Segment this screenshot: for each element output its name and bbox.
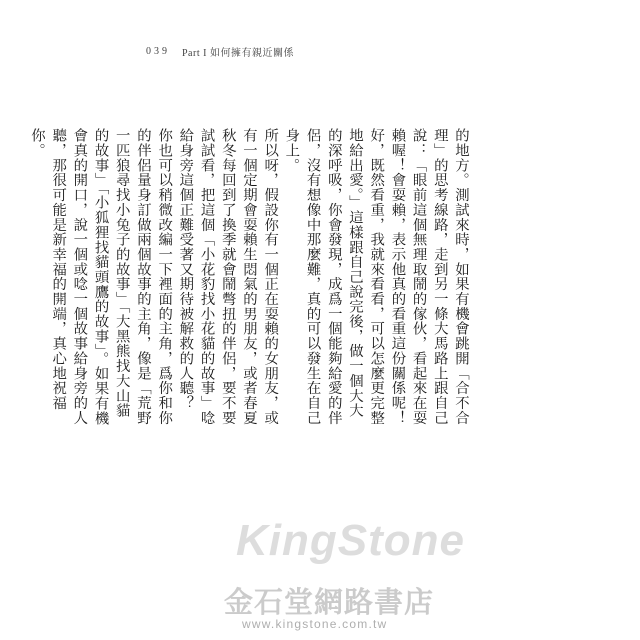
body-text [26, 128, 471, 428]
paragraph: 的地方。測試來時，如果有機會跳開「合不合理」的思考線路，走到另一條大馬路上跟自己說：「眼前這個無理取鬧的傢伙，看起來在耍賴喔！會耍賴，表示他真的看重這份關係呢！好，既然看重，我就來看看，可以怎麼更完整地給出愛。」這樣跟自己說完後，做一個大大的深呼吸，你會發現，成爲一個能夠給愛的伴侶，沒有想像中那麼難，真的可以發生在自己身上。 [283, 128, 469, 425]
part-title: Part I 如何擁有親近關係 [182, 47, 294, 59]
page-header [146, 43, 294, 59]
page-number: 039 [146, 45, 170, 57]
watermark-store-name: 金石堂網路書店 [224, 585, 435, 619]
watermark-logo: KingStone [236, 516, 465, 565]
paragraph: 你也可以稍微改編一下裡面的主角，爲你和你的伴侶量身訂做兩個故事的主角，像是「荒野一匹狼尋找小兔子的故事」「大黑熊找大山貓的故事」「小狐狸找貓頭鷹的故事」。如果有機會真的開口，說一個或唸一個故事給身旁的人聽，那很可能是新幸福的開端，真心地祝福你。 [28, 128, 173, 426]
paragraph: 所以呀，假設你有一個正在耍賴的女朋友，或有一個定期會耍賴生悶氣的男朋友，或者春夏秋冬每回到了換季就會鬧彆扭的伴侶，要不要試試看，把這個「小花豹找小花貓的故事」唸給身旁這個正難受著又期待被解救的人聽？ [177, 128, 279, 425]
watermark-url: www.kingstone.com.tw [242, 617, 388, 631]
